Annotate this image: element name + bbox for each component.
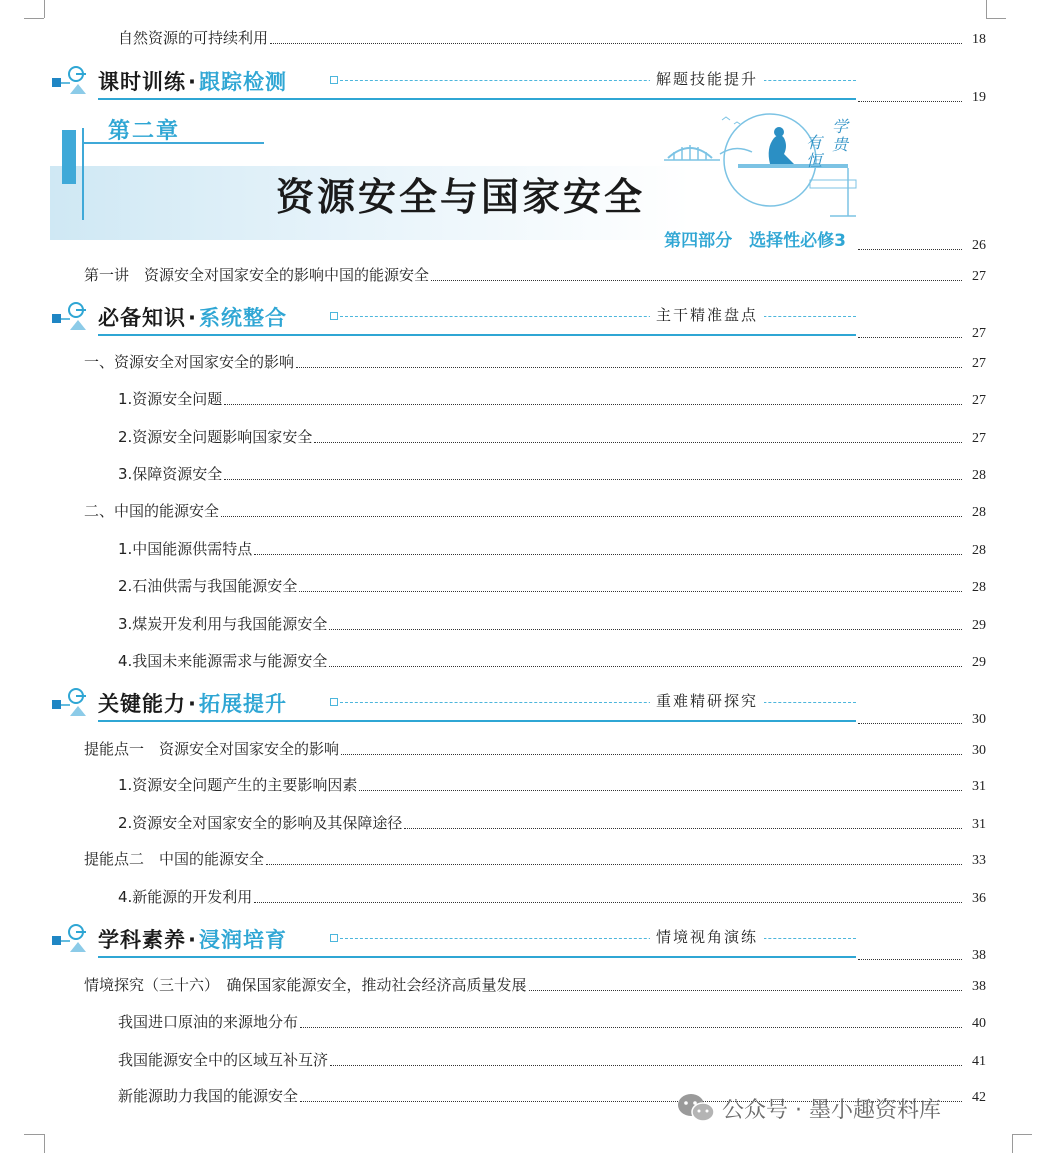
- dot-leader: [300, 1027, 962, 1028]
- dot-leader: [270, 43, 962, 44]
- dot-leader: [254, 554, 962, 555]
- toc-entry-label: 第一讲 资源安全对国家安全的影响中国的能源安全: [84, 266, 430, 284]
- calligraphy-char-2: 贵: [832, 135, 849, 154]
- banner-dashed-rule: [340, 938, 856, 939]
- toc-entry-page: 27: [972, 269, 986, 284]
- dot-leader: [431, 280, 962, 281]
- calligraphy-char-4: 恒: [806, 151, 823, 170]
- chapter-accent-bar: [62, 130, 76, 184]
- dot-leader: [858, 101, 962, 102]
- banner-page: 19: [972, 90, 986, 105]
- dot-leader: [224, 404, 962, 405]
- part-label: 第四部分 选择性必修3: [664, 231, 846, 251]
- toc-entry-label: 一、资源安全对国家安全的影响: [84, 353, 295, 371]
- banner-marker: [330, 312, 338, 320]
- banner-title-dot: ·: [188, 70, 197, 94]
- toc-entry-label: 提能点二 中国的能源安全: [84, 850, 265, 868]
- crop-mark-top-left-h: [24, 18, 44, 19]
- toc-entry-page: 42: [972, 1090, 986, 1105]
- toc-entry-label: 2.石油供需与我国能源安全: [118, 577, 298, 595]
- banner-page-line: [858, 710, 986, 728]
- watermark-text: 公众号 · 墨小趣资料库: [722, 1097, 941, 1123]
- chapter-title: 资源安全与国家安全: [276, 174, 646, 219]
- toc-entry-page: 33: [972, 853, 986, 868]
- crop-mark-top-right-h: [986, 18, 1006, 19]
- toc-entry-page: 31: [972, 817, 986, 832]
- banner-tag: 重难精研探究: [650, 690, 764, 711]
- toc-entry-page: 31: [972, 779, 986, 794]
- banner-tag: 解题技能提升: [650, 68, 764, 89]
- crop-mark-top-left: [44, 0, 45, 18]
- dot-leader: [858, 337, 962, 338]
- crop-mark-bottom-right: [1012, 1134, 1013, 1153]
- dot-leader: [314, 442, 962, 443]
- dot-leader: [221, 516, 962, 517]
- banner-title: [98, 66, 287, 96]
- banner-marker: [330, 934, 338, 942]
- banner-title: [98, 924, 287, 954]
- section-banner: [50, 920, 856, 960]
- banner-title: [98, 302, 287, 332]
- banner-underline: [98, 334, 856, 336]
- banner-title-main: 关键能力: [98, 692, 186, 716]
- dot-leader: [224, 479, 962, 480]
- toc-entry-label: 2.资源安全问题影响国家安全: [118, 428, 313, 446]
- section-banner: [50, 62, 856, 102]
- banner-page: 27: [972, 326, 986, 341]
- section-banner: [50, 298, 856, 338]
- toc-entry-page: 28: [972, 468, 986, 483]
- toc-entry-label: 1.中国能源供需特点: [118, 540, 253, 558]
- toc-entry[interactable]: [118, 612, 986, 634]
- banner-page: 30: [972, 712, 986, 727]
- toc-entry-page: 18: [972, 32, 986, 47]
- dot-leader: [254, 902, 962, 903]
- banner-title-dot: ·: [188, 692, 197, 716]
- dot-leader: [858, 723, 962, 724]
- banner-title: [98, 688, 287, 718]
- section-logo-icon: [50, 920, 96, 960]
- toc-entry[interactable]: [118, 574, 986, 596]
- toc-entry[interactable]: [84, 973, 986, 995]
- crop-mark-bottom-left: [44, 1134, 45, 1153]
- toc-entry[interactable]: [118, 387, 986, 409]
- toc-entry-page: 27: [972, 393, 986, 408]
- toc-entry-page: 28: [972, 543, 986, 558]
- toc-entry-page: 36: [972, 891, 986, 906]
- toc-entry[interactable]: [84, 737, 986, 759]
- dot-leader: [858, 959, 962, 960]
- watermark: [676, 1092, 941, 1124]
- toc-entry-page: 30: [972, 743, 986, 758]
- dot-leader: [404, 828, 962, 829]
- crop-mark-top-right: [986, 0, 987, 18]
- section-logo-icon: [50, 684, 96, 724]
- dot-leader: [858, 249, 962, 250]
- toc-entry-label: 3.煤炭开发利用与我国能源安全: [118, 615, 328, 633]
- banner-dashed-rule: [340, 80, 856, 81]
- banner-tag: 主干精准盘点: [650, 304, 764, 325]
- toc-entry[interactable]: [118, 1048, 986, 1070]
- toc-entry-label: 2.资源安全对国家安全的影响及其保障途径: [118, 814, 403, 832]
- banner-title-highlight: 浸润培育: [198, 928, 287, 952]
- banner-title-main: 课时训练: [98, 70, 186, 94]
- chapter-page: 26: [972, 238, 986, 253]
- toc-entry-label: 自然资源的可持续利用: [118, 29, 269, 47]
- banner-underline: [98, 956, 856, 958]
- section-banner: [50, 684, 856, 724]
- toc-entry[interactable]: [84, 499, 986, 521]
- chapter-header: [50, 110, 856, 250]
- toc-entry[interactable]: [84, 350, 986, 372]
- calligraphy-char-3: 有: [806, 133, 823, 152]
- banner-title-highlight: 拓展提升: [198, 692, 287, 716]
- wechat-icon: [676, 1092, 716, 1124]
- section-logo-icon: [50, 298, 96, 338]
- toc-entry-label: 1.资源安全问题: [118, 390, 223, 408]
- banner-title-dot: ·: [188, 928, 197, 952]
- dot-leader: [296, 367, 962, 368]
- banner-page-line: [858, 946, 986, 964]
- toc-entry-label: 我国进口原油的来源地分布: [118, 1013, 299, 1031]
- dot-leader: [299, 591, 962, 592]
- toc-entry-page: 41: [972, 1054, 986, 1069]
- toc-entry[interactable]: [118, 425, 986, 447]
- section-logo-icon: [50, 62, 96, 102]
- toc-entry[interactable]: [84, 263, 986, 285]
- banner-title-main: 学科素养: [98, 928, 186, 952]
- dot-leader: [266, 864, 962, 865]
- toc-entry[interactable]: [118, 811, 986, 833]
- toc-entry-page: 27: [972, 431, 986, 446]
- student-reading-illustration-icon: [660, 108, 860, 220]
- banner-underline: [98, 720, 856, 722]
- chapter-number: 第二章: [108, 119, 181, 144]
- toc-entry[interactable]: [118, 537, 986, 559]
- toc-entry-label: 4.我国未来能源需求与能源安全: [118, 652, 328, 670]
- toc-entry-page: 29: [972, 618, 986, 633]
- toc-entry-page: 28: [972, 580, 986, 595]
- banner-dashed-rule: [340, 316, 856, 317]
- toc-entry-page: 38: [972, 979, 986, 994]
- toc-entry[interactable]: [118, 1010, 986, 1032]
- banner-underline: [98, 98, 856, 100]
- dot-leader: [329, 629, 962, 630]
- toc-entry-label: 我国能源安全中的区域互补互济: [118, 1051, 329, 1069]
- crop-mark-bottom-right-h: [1012, 1134, 1032, 1135]
- banner-marker: [330, 76, 338, 84]
- banner-page-line: [858, 88, 986, 106]
- toc-entry-label: 二、中国的能源安全: [84, 502, 220, 520]
- chapter-page-line: [858, 236, 986, 254]
- toc-entry-page: 28: [972, 505, 986, 520]
- banner-title-dot: ·: [188, 306, 197, 330]
- banner-page: 38: [972, 948, 986, 963]
- dot-leader: [529, 990, 962, 991]
- dot-leader: [359, 790, 962, 791]
- banner-title-highlight: 跟踪检测: [198, 70, 287, 94]
- toc-entry[interactable]: [118, 773, 986, 795]
- toc-entry-label: 新能源助力我国的能源安全: [118, 1087, 299, 1105]
- banner-marker: [330, 698, 338, 706]
- calligraphy-char-1: 学: [832, 117, 849, 136]
- toc-entry[interactable]: [118, 26, 986, 48]
- toc-entry-label: 提能点一 资源安全对国家安全的影响: [84, 740, 340, 758]
- toc-entry[interactable]: [118, 462, 986, 484]
- banner-page-line: [858, 324, 986, 342]
- toc-entry[interactable]: [84, 847, 986, 869]
- toc-entry-page: 27: [972, 356, 986, 371]
- toc-entry-label: 1.资源安全问题产生的主要影响因素: [118, 776, 358, 794]
- toc-entry-label: 4.新能源的开发利用: [118, 888, 253, 906]
- toc-entry-label: 3.保障资源安全: [118, 465, 223, 483]
- toc-entry[interactable]: [118, 885, 986, 907]
- crop-mark-bottom-left-h: [24, 1134, 44, 1135]
- dot-leader: [329, 666, 962, 667]
- toc-entry[interactable]: [118, 649, 986, 671]
- toc-entry-page: 29: [972, 655, 986, 670]
- toc-entry-label: 情境探究（三十六） 确保国家能源安全，推动社会经济高质量发展: [84, 976, 527, 994]
- banner-title-highlight: 系统整合: [198, 306, 287, 330]
- banner-dashed-rule: [340, 702, 856, 703]
- dot-leader: [330, 1065, 962, 1066]
- toc-entry-page: 40: [972, 1016, 986, 1031]
- banner-title-main: 必备知识: [98, 306, 186, 330]
- dot-leader: [341, 754, 962, 755]
- banner-tag: 情境视角演练: [650, 926, 764, 947]
